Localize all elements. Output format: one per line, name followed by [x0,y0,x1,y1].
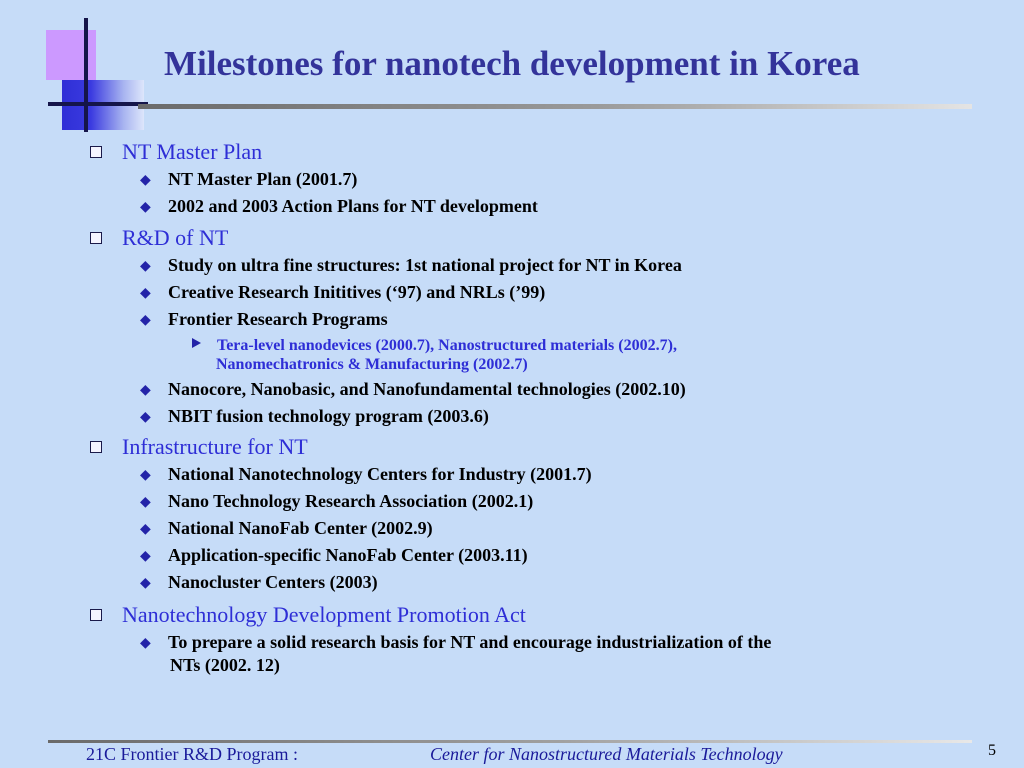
section-heading-rd-of-nt: R&D of NT [90,225,228,251]
hollow-square-bullet-icon [90,441,102,453]
diamond-bullet-icon: ◆ [140,468,151,483]
diamond-bullet-icon: ◆ [140,259,151,274]
footer-program-name: 21C Frontier R&D Program : [86,744,298,764]
diamond-bullet-icon: ◆ [140,313,151,328]
list-item: ◆ National Nanotechnology Centers for Industry (2001.7) [140,464,592,484]
list-item: ◆ 2002 and 2003 Action Plans for NT development [140,196,538,216]
list-item: ◆ Nano Technology Research Association (2002.1) [140,491,534,511]
diamond-bullet-icon: ◆ [140,576,151,591]
diamond-bullet-icon: ◆ [140,522,151,537]
list-item-continuation: NTs (2002. 12) [170,655,280,675]
list-item: ◆ Nanocore, Nanobasic, and Nanofundamental technologies (2002.10) [140,379,686,399]
section-heading-infrastructure: Infrastructure for NT [90,434,308,460]
diamond-bullet-icon: ◆ [140,495,151,510]
section-heading-nt-master-plan: NT Master Plan [90,139,262,165]
section-heading-promotion-act: Nanotechnology Development Promotion Act [90,602,526,628]
diamond-bullet-icon: ◆ [140,173,151,188]
diamond-bullet-icon: ◆ [140,286,151,301]
list-item: ◆ Frontier Research Programs [140,309,388,329]
list-item: ◆ NBIT fusion technology program (2003.6) [140,406,489,426]
right-triangle-bullet-icon [192,338,201,348]
list-item: ◆ Creative Research Inititives (‘97) and NRLs (’99) [140,282,546,302]
list-item: ◆ To prepare a solid research basis for NT and encourage industrialization of the [140,632,772,652]
diamond-bullet-icon: ◆ [140,549,151,564]
hollow-square-bullet-icon [90,146,102,158]
list-item: ◆ NT Master Plan (2001.7) [140,169,358,189]
footer-center-name: Center for Nanostructured Materials Technology [430,744,783,764]
list-item: ◆ Nanocluster Centers (2003) [140,572,378,592]
sub-list-item: Tera-level nanodevices (2000.7), Nanostructured materials (2002.7), [192,337,677,355]
sub-list-item-continuation: Nanomechatronics & Manufacturing (2002.7) [216,356,528,373]
page-number: 5 [988,742,996,759]
hollow-square-bullet-icon [90,609,102,621]
footer-divider [48,740,972,743]
diamond-bullet-icon: ◆ [140,383,151,398]
diamond-bullet-icon: ◆ [140,410,151,425]
list-item: ◆ Study on ultra fine structures: 1st national project for NT in Korea [140,255,682,275]
hollow-square-bullet-icon [90,232,102,244]
list-item: ◆ National NanoFab Center (2002.9) [140,518,433,538]
list-item: ◆ Application-specific NanoFab Center (2003.11) [140,545,528,565]
diamond-bullet-icon: ◆ [140,200,151,215]
diamond-bullet-icon: ◆ [140,636,151,651]
slide-title: Milestones for nanotech development in Korea [164,44,860,83]
